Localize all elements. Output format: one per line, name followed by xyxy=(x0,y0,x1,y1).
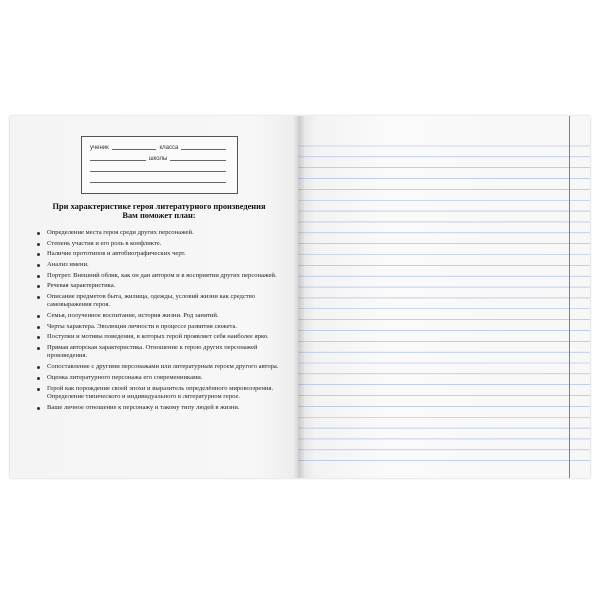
bullet-icon xyxy=(37,347,40,350)
bullet-icon xyxy=(37,296,40,299)
plan-item: Речевая характеристика. xyxy=(36,282,291,290)
student-label: ученик xyxy=(90,145,109,151)
notebook-spread xyxy=(10,116,590,478)
plan-item: Портрет. Внешний облик, как он дан автором и в восприятии других персонажей. xyxy=(36,272,291,280)
plan-item: Прямая авторская характеристика. Отношение к герою других персонажей произведения. xyxy=(36,344,291,361)
name-plate-row-school xyxy=(90,154,229,162)
bullet-icon xyxy=(37,315,40,318)
plan-item: Оценка литературного персонажа его современниками. xyxy=(36,374,291,382)
plan-item: Герой как порождение своей эпохи и выразитель определённого мировоззрения. Определение типического и индивидуального в литературном герое. xyxy=(36,385,291,402)
plan-item: Ваше личное отношение к персонажу и такому типу людей в жизни. xyxy=(36,404,291,412)
name-plate-row-3 xyxy=(90,165,229,173)
name-plate-row-4 xyxy=(90,176,229,184)
name-plate-row-student xyxy=(90,143,229,151)
plan-item: Сопоставление с другими персонажами или литературным героем другого автора. xyxy=(36,363,291,371)
bullet-icon xyxy=(37,388,40,391)
bullet-icon xyxy=(37,326,40,329)
bullet-icon xyxy=(37,336,40,339)
notebook-spine xyxy=(294,116,304,478)
bullet-icon xyxy=(37,264,40,267)
margin-line xyxy=(569,116,570,478)
bullet-icon xyxy=(37,407,40,410)
plan-item: Анализ имени. xyxy=(36,261,291,269)
plan-item: Степень участия и его роль в конфликте. xyxy=(36,240,291,248)
school-label: школы xyxy=(148,156,168,162)
class-write-line[interactable] xyxy=(181,148,226,150)
plan-item: Семья, полученное воспитание, история жизни. Род занятий. xyxy=(36,312,291,320)
name-plate xyxy=(81,136,238,194)
right-page-ruled[interactable] xyxy=(298,116,590,478)
school-prefix-write-line[interactable] xyxy=(90,159,146,161)
bullet-icon xyxy=(37,232,40,235)
plan-list xyxy=(36,229,291,414)
plan-item: Черты характера. Эволюция личности в процессе развития сюжета. xyxy=(36,323,291,331)
school-write-line[interactable] xyxy=(170,159,226,161)
student-write-line[interactable] xyxy=(112,148,157,150)
plan-item: Поступки и мотивы поведения, в которых герой проявляет себя наиболее ярко. xyxy=(36,333,291,341)
plan-heading-line-2: Вам поможет план: xyxy=(122,211,196,220)
bullet-icon xyxy=(37,366,40,369)
plan-item: Определение места героя среди других персонажей. xyxy=(36,229,291,237)
class-label: класса xyxy=(159,145,179,151)
plan-heading xyxy=(34,202,284,220)
bullet-icon xyxy=(37,275,40,278)
plan-item: Наличие прототипов и автобиографических черт. xyxy=(36,250,291,258)
bullet-icon xyxy=(37,253,40,256)
plan-heading-line-1: При характеристике героя литературного произведения xyxy=(52,202,266,211)
ruled-lines xyxy=(298,116,590,478)
plan-item: Описание предметов быта, жилища, одежды, условий жизни как средство самовыражения героя. xyxy=(36,293,291,310)
bullet-icon xyxy=(37,377,40,380)
name-write-line-4[interactable] xyxy=(90,181,226,183)
left-page xyxy=(10,116,298,478)
bullet-icon xyxy=(37,243,40,246)
bullet-icon xyxy=(37,285,40,288)
name-write-line-3[interactable] xyxy=(90,170,226,172)
